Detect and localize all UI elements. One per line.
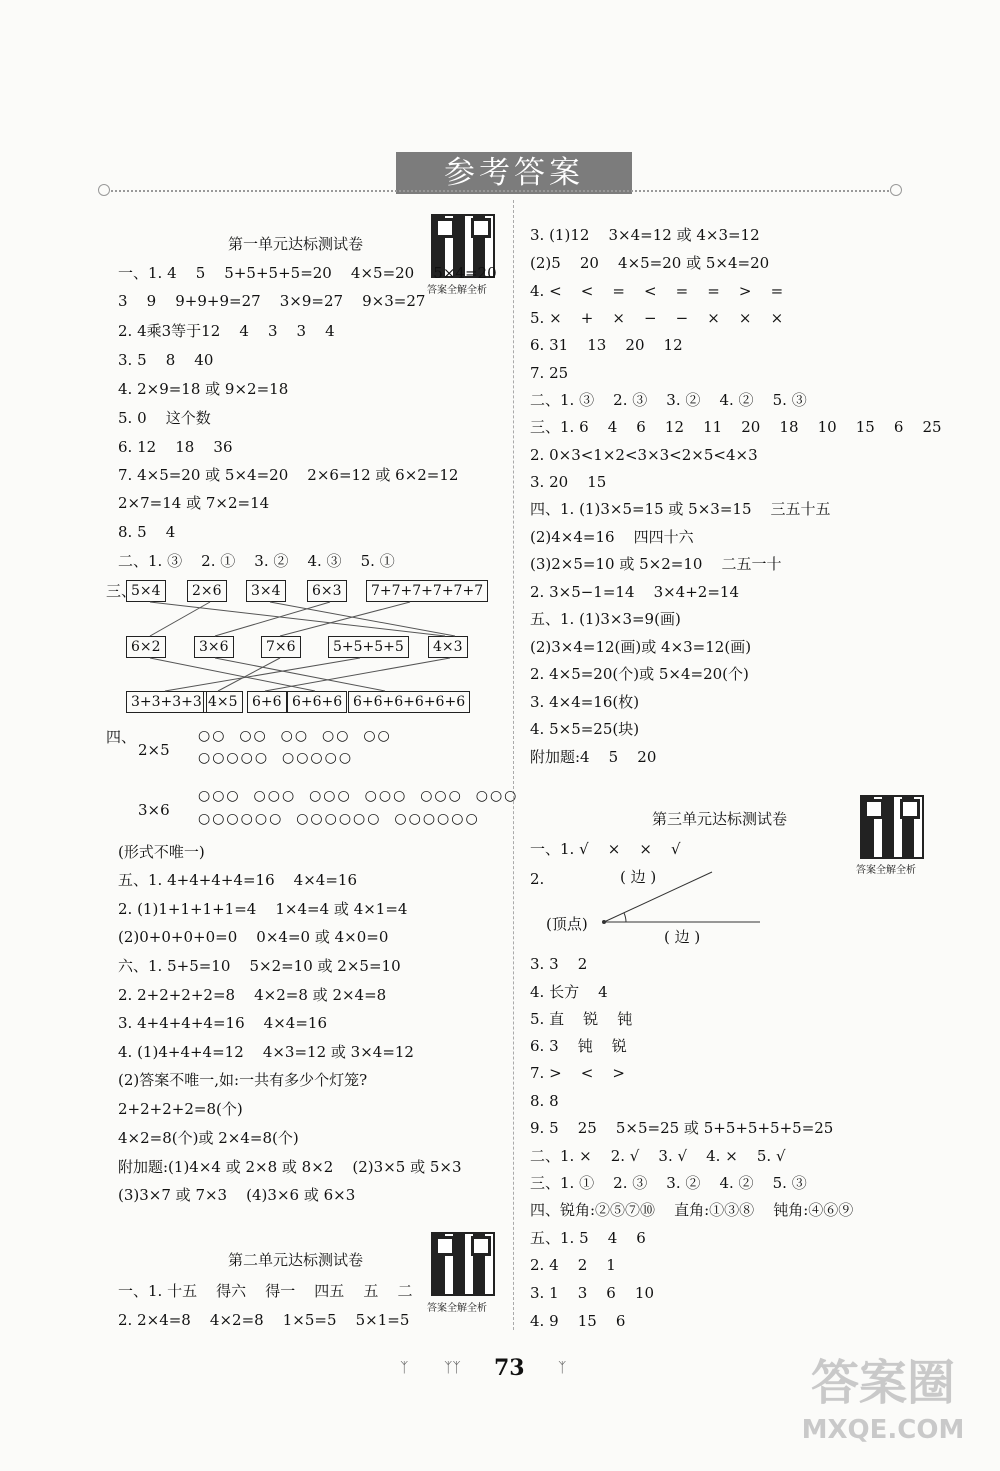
answer-line: 2+2+2+2=8(个) [118,1100,243,1118]
answer-line: 三、1. ① 2. ③ 3. ② 4. ② 5. ③ [530,1174,807,1192]
answer-line: 二、1. ③ 2. ③ 3. ② 4. ② 5. ③ [530,391,807,409]
sprout-icon: ᛉ [400,1360,409,1376]
answer-line: 五、1. (1)3×3=9(画) [530,610,681,628]
answer-line: 2. 2+2+2+2=8 4×2=8 或 2×4=8 [118,986,387,1004]
match-box: 6+6+6 [287,691,347,713]
match-box: 6+6 [247,691,287,713]
match-box: 4×3 [428,636,468,658]
answer-line: 四、1. (1)3×5=15 或 5×3=15 三五十五 [530,500,831,518]
answer-line: 5. × + × − − × × × [530,309,784,327]
answer-line: 一、1. 4 5 5+5+5+5=20 4×5=20 5×4=20 [118,264,497,282]
match-box: 6+6+6+6+6+6 [348,691,470,713]
answer-line: 3. (1)12 3×4=12 或 4×3=12 [530,226,760,244]
expression: 3×6 [138,801,170,819]
answer-line: 6. 12 18 36 [118,438,233,456]
answer-line: 五、1. 5 4 6 [530,1229,646,1247]
answer-line: 5. 0 这个数 [118,409,211,427]
answer-line: 7. 25 [530,364,569,382]
answer-line: 2. (1)1+1+1+1=4 1×4=4 或 4×1=4 [118,900,408,918]
match-box: 5×4 [126,580,166,602]
answer-line: 4. 2×9=18 或 9×2=18 [118,380,289,398]
answer-line: 2. 4乘3等于12 4 3 3 4 [118,322,335,340]
section-label: 四、 [106,728,137,746]
answer-line: 二、1. × 2. √ 3. √ 4. × 5. √ [530,1147,786,1165]
page-number: 73 [494,1355,525,1381]
match-box: 2×6 [187,580,227,602]
angle-label-vertex: (顶点) [546,915,588,933]
answer-line: 4×2=8(个)或 2×4=8(个) [118,1129,299,1147]
sprout-icon: ᛉ [558,1360,567,1376]
answer-line: (形式不唯一) [118,843,205,861]
answer-line: 五、1. 4+4+4+4=16 4×4=16 [118,871,357,889]
match-box: 5+5+5+5 [328,636,409,658]
answer-line: 7. 4×5=20 或 5×4=20 2×6=12 或 6×2=12 [118,466,459,484]
match-box: 3+3+3+3 [126,691,207,713]
circle-grouping: ○○○ ○○○ ○○○ ○○○ ○○○ ○○○ [198,788,519,804]
circle-grouping: ○○○○○○ ○○○○○○ ○○○○○○ [198,811,480,827]
answer-line: 四、锐角:②⑤⑦⑩ 直角:①③⑧ 钝角:④⑥⑨ [530,1201,854,1219]
answer-line: 4. < < = < = = > = [530,282,784,300]
answer-line: 六、1. 5+5=10 5×2=10 或 2×5=10 [118,957,401,975]
answer-line: 附加题:4 5 20 [530,748,657,766]
match-box: 3×6 [194,636,234,658]
circle-grouping: ○○○○○ ○○○○○ [198,750,354,766]
watermark-logo [778,1353,988,1463]
answer-line: (2)3×4=12(画)或 4×3=12(画) [530,638,752,656]
answer-line: 2×7=14 或 7×2=14 [118,494,270,512]
expression: 2×5 [138,741,170,759]
answer-banner: 参考答案 [396,152,632,194]
match-box: 3×4 [246,580,286,602]
answer-line: 2. 2×4=8 4×2=8 1×5=5 5×1=5 [118,1311,410,1329]
section-title-unit3: 第三单元达标测试卷 [652,810,788,828]
watermark-text: 答案圈 [810,1355,955,1411]
answer-line: 一、1. √ × × √ [530,840,681,858]
qr-caption: 答案全解全析 [427,1303,487,1314]
answer-line: 8. 5 4 [118,523,176,541]
circle-grouping: ○○ ○○ ○○ ○○ ○○ [198,728,392,744]
answer-line: 7. > < > [530,1064,625,1082]
answer-line: 6. 31 13 20 12 [530,336,683,354]
answer-line: 3. 20 15 [530,473,607,491]
match-box: 6×2 [126,636,166,658]
answer-line: 一、1. 十五 得六 得一 四五 五 二 [118,1282,413,1300]
answer-line: (3)2×5=10 或 5×2=10 二五一十 [530,555,782,573]
answer-line: 3. 3 2 [530,955,588,973]
answer-line: (2)4×4=16 四四十六 [530,528,694,546]
answer-line: 3. 4×4=16(枚) [530,693,640,711]
section-title-unit2: 第二单元达标测试卷 [228,1251,364,1269]
answer-line: 2. 0×3<1×2<3×3<2×5<4×3 [530,446,758,464]
answer-line: 4. 5×5=25(块) [530,720,640,738]
match-box: 4×5 [203,691,243,713]
match-box: 7+7+7+7+7+7 [366,580,488,602]
answer-line: 三、1. 6 4 6 12 11 20 18 10 15 6 25 [530,418,942,436]
answer-line: 3. 4+4+4+4=16 4×4=16 [118,1014,327,1032]
match-box: 7×6 [261,636,301,658]
answer-line: (3)3×7 或 7×3 (4)3×6 或 6×3 [118,1186,356,1204]
match-box: 6×3 [307,580,347,602]
answer-line: 3. 1 3 6 10 [530,1284,655,1302]
section-label: 三、 [106,582,137,600]
answer-line: (2)答案不唯一,如:一共有多少个灯笼? [118,1071,368,1089]
answer-line: 2. [530,870,545,888]
answer-line: 2. 4 2 1 [530,1256,616,1274]
answer-line: (2)5 20 4×5=20 或 5×4=20 [530,254,770,272]
answer-line: 8. 8 [530,1092,559,1110]
answer-line: 4. 长方 4 [530,983,608,1001]
answer-line: 2. 4×5=20(个)或 5×4=20(个) [530,665,749,683]
answer-line: 5. 直 锐 钝 [530,1010,633,1028]
answer-line: 2. 3×5−1=14 3×4+2=14 [530,583,739,601]
sprout-icon: ᛉᛉ [444,1360,461,1376]
answer-line: 二、1. ③ 2. ① 3. ② 4. ③ 5. ① [118,552,395,570]
watermark-text: MXQE.COM [801,1415,965,1445]
answer-line: 4. (1)4+4+4=12 4×3=12 或 3×4=12 [118,1043,414,1061]
answer-line: 9. 5 25 5×5=25 或 5+5+5+5+5=25 [530,1119,834,1137]
answer-line: 3 9 9+9+9=27 3×9=27 9×3=27 [118,292,426,310]
answer-line: 3. 5 8 40 [118,351,214,369]
answer-line: (2)0+0+0+0=0 0×4=0 或 4×0=0 [118,928,389,946]
angle-label-edge: ( 边 ) [620,868,657,886]
answer-line: 4. 9 15 6 [530,1312,626,1330]
qr-caption: 答案全解全析 [856,865,916,876]
qr-caption: 答案全解全析 [427,285,487,296]
angle-label-edge: ( 边 ) [664,928,701,946]
answer-line: 附加题:(1)4×4 或 2×8 或 8×2 (2)3×5 或 5×3 [118,1158,462,1176]
section-title-unit1: 第一单元达标测试卷 [228,235,364,253]
answer-line: 6. 3 钝 锐 [530,1037,627,1055]
